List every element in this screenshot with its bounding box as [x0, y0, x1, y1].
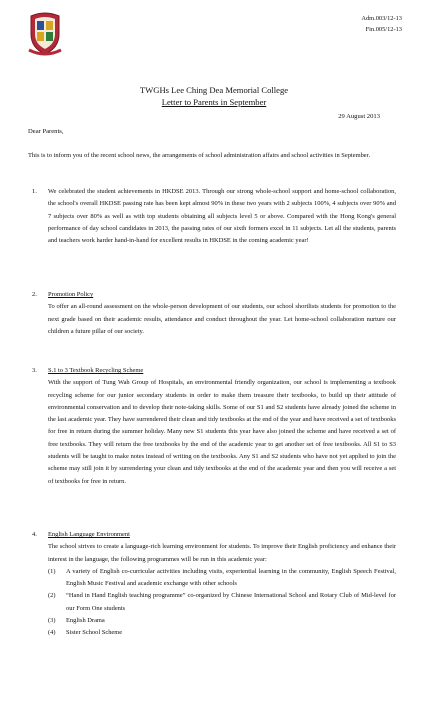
reference-numbers [361, 13, 402, 35]
section-body: With the support of Tung Wah Group of Hospitals, an environmental friendly organization, our school is implementing a textbook recycling scheme for our junior secondary students in order to make them treasure their textbooks, to build up their attitude of environmental conservation and to develop their note-taking skills. Some of our S1 and S2 students have already joined the scheme in the last academic year. They have surrendered their clean and tidy textbooks at the end of the year and have received a set of textbooks for free in return during the summer holiday. Many new S1 students this year have also joined the scheme and have received a set of free textbooks. They will return the free textbooks by the end of the academic year to get another set of free textbooks. All S1 to S3 students will be taught to make notes instead of writing on the textbooks. Any S1 and S2 students who have not yet applied to join the scheme may still join it by surrendering your clean and tidy textbooks at the end of the academic year and then you will receive a set of textbooks for free in return. [48, 379, 396, 485]
section-4-english-environment [28, 529, 396, 640]
list-item-text: A variety of English co-curricular activities including visits, experiential learning in the community, English Speech Festival, English Music Festival and academic exchange with other schools [66, 567, 396, 588]
list-item [48, 566, 396, 591]
letter-heading [0, 84, 428, 108]
section-body: The school strives to create a language-rich learning environment for students. To improve their English proficiency and enhance their interest in the language, the following programmes will be run in this academic year: [48, 543, 396, 563]
section-3-textbook-recycling [28, 365, 396, 488]
section-body: To offer an all-round assessment on the whole-person development of our students, our school shortlists students for promotion to the next grade based on their academic results, attendance and conduct throughout the year. Let home-school collaboration nurture our children a future pillar of our society. [48, 303, 396, 335]
school-name: TWGHs Lee Ching Dea Memorial College [139, 85, 289, 95]
section-heading: Promotion Policy [48, 291, 94, 298]
list-item-number: (4) [48, 629, 56, 637]
list-item-number: (2) [48, 592, 56, 600]
section-2-promotion-policy [28, 289, 396, 338]
section-1 [28, 186, 396, 247]
school-crest-icon [27, 10, 63, 56]
section-number: 1. [32, 188, 37, 195]
list-item [48, 615, 396, 627]
intro-paragraph: This is to inform you of the recent school news, the arrangements of school administration affairs and school activities in September. [28, 152, 371, 159]
salutation: Dear Parents, [28, 128, 64, 135]
section-heading: S.1 to 3 Textbook Recycling Scheme [48, 367, 144, 374]
list-item [48, 590, 396, 615]
section-number: 2. [32, 291, 37, 298]
list-item-text: English Drama [66, 617, 105, 625]
list-item-number: (3) [48, 617, 56, 625]
section-body: We celebrated the student achievements in HKDSE 2013. Through our strong whole-school support and home-school collaboration, the school's overall HKDSE passing rate has been kept almost 90% in these two years with 2 subjects 100%, 4 subjects over 90% and 7 subjects over 80% as well as with top students obtaining all subjects level 5 or above. Compared with the Hong Kong's general performance of day school candidates in 2013, the passing rates of our sixth formers excel in 11 subjects. Let all the students, parents and teachers work harder hand-in-hand for excellent results in HKDSE in the coming academic year! [48, 188, 396, 245]
letter-date: 29 August 2013 [338, 113, 380, 120]
section-heading: English Language Environment [48, 531, 130, 538]
list-item-number: (1) [48, 567, 56, 575]
letter-title: Letter to Parents in September [161, 97, 267, 107]
list-item [48, 627, 396, 639]
list-item-text: Sister School Scheme [66, 629, 123, 637]
list-item-text: “Hand in Hand English teaching programme” co-organized by Chinese International School and Rotary Club of Mid-level for our Form One students [66, 592, 396, 612]
programme-list [48, 566, 396, 640]
section-number: 4. [32, 531, 37, 538]
section-number: 3. [32, 367, 37, 374]
ref-adm: Adm.003/12-13 [361, 15, 402, 22]
ref-fin: Fin.005/12-13 [365, 26, 402, 33]
